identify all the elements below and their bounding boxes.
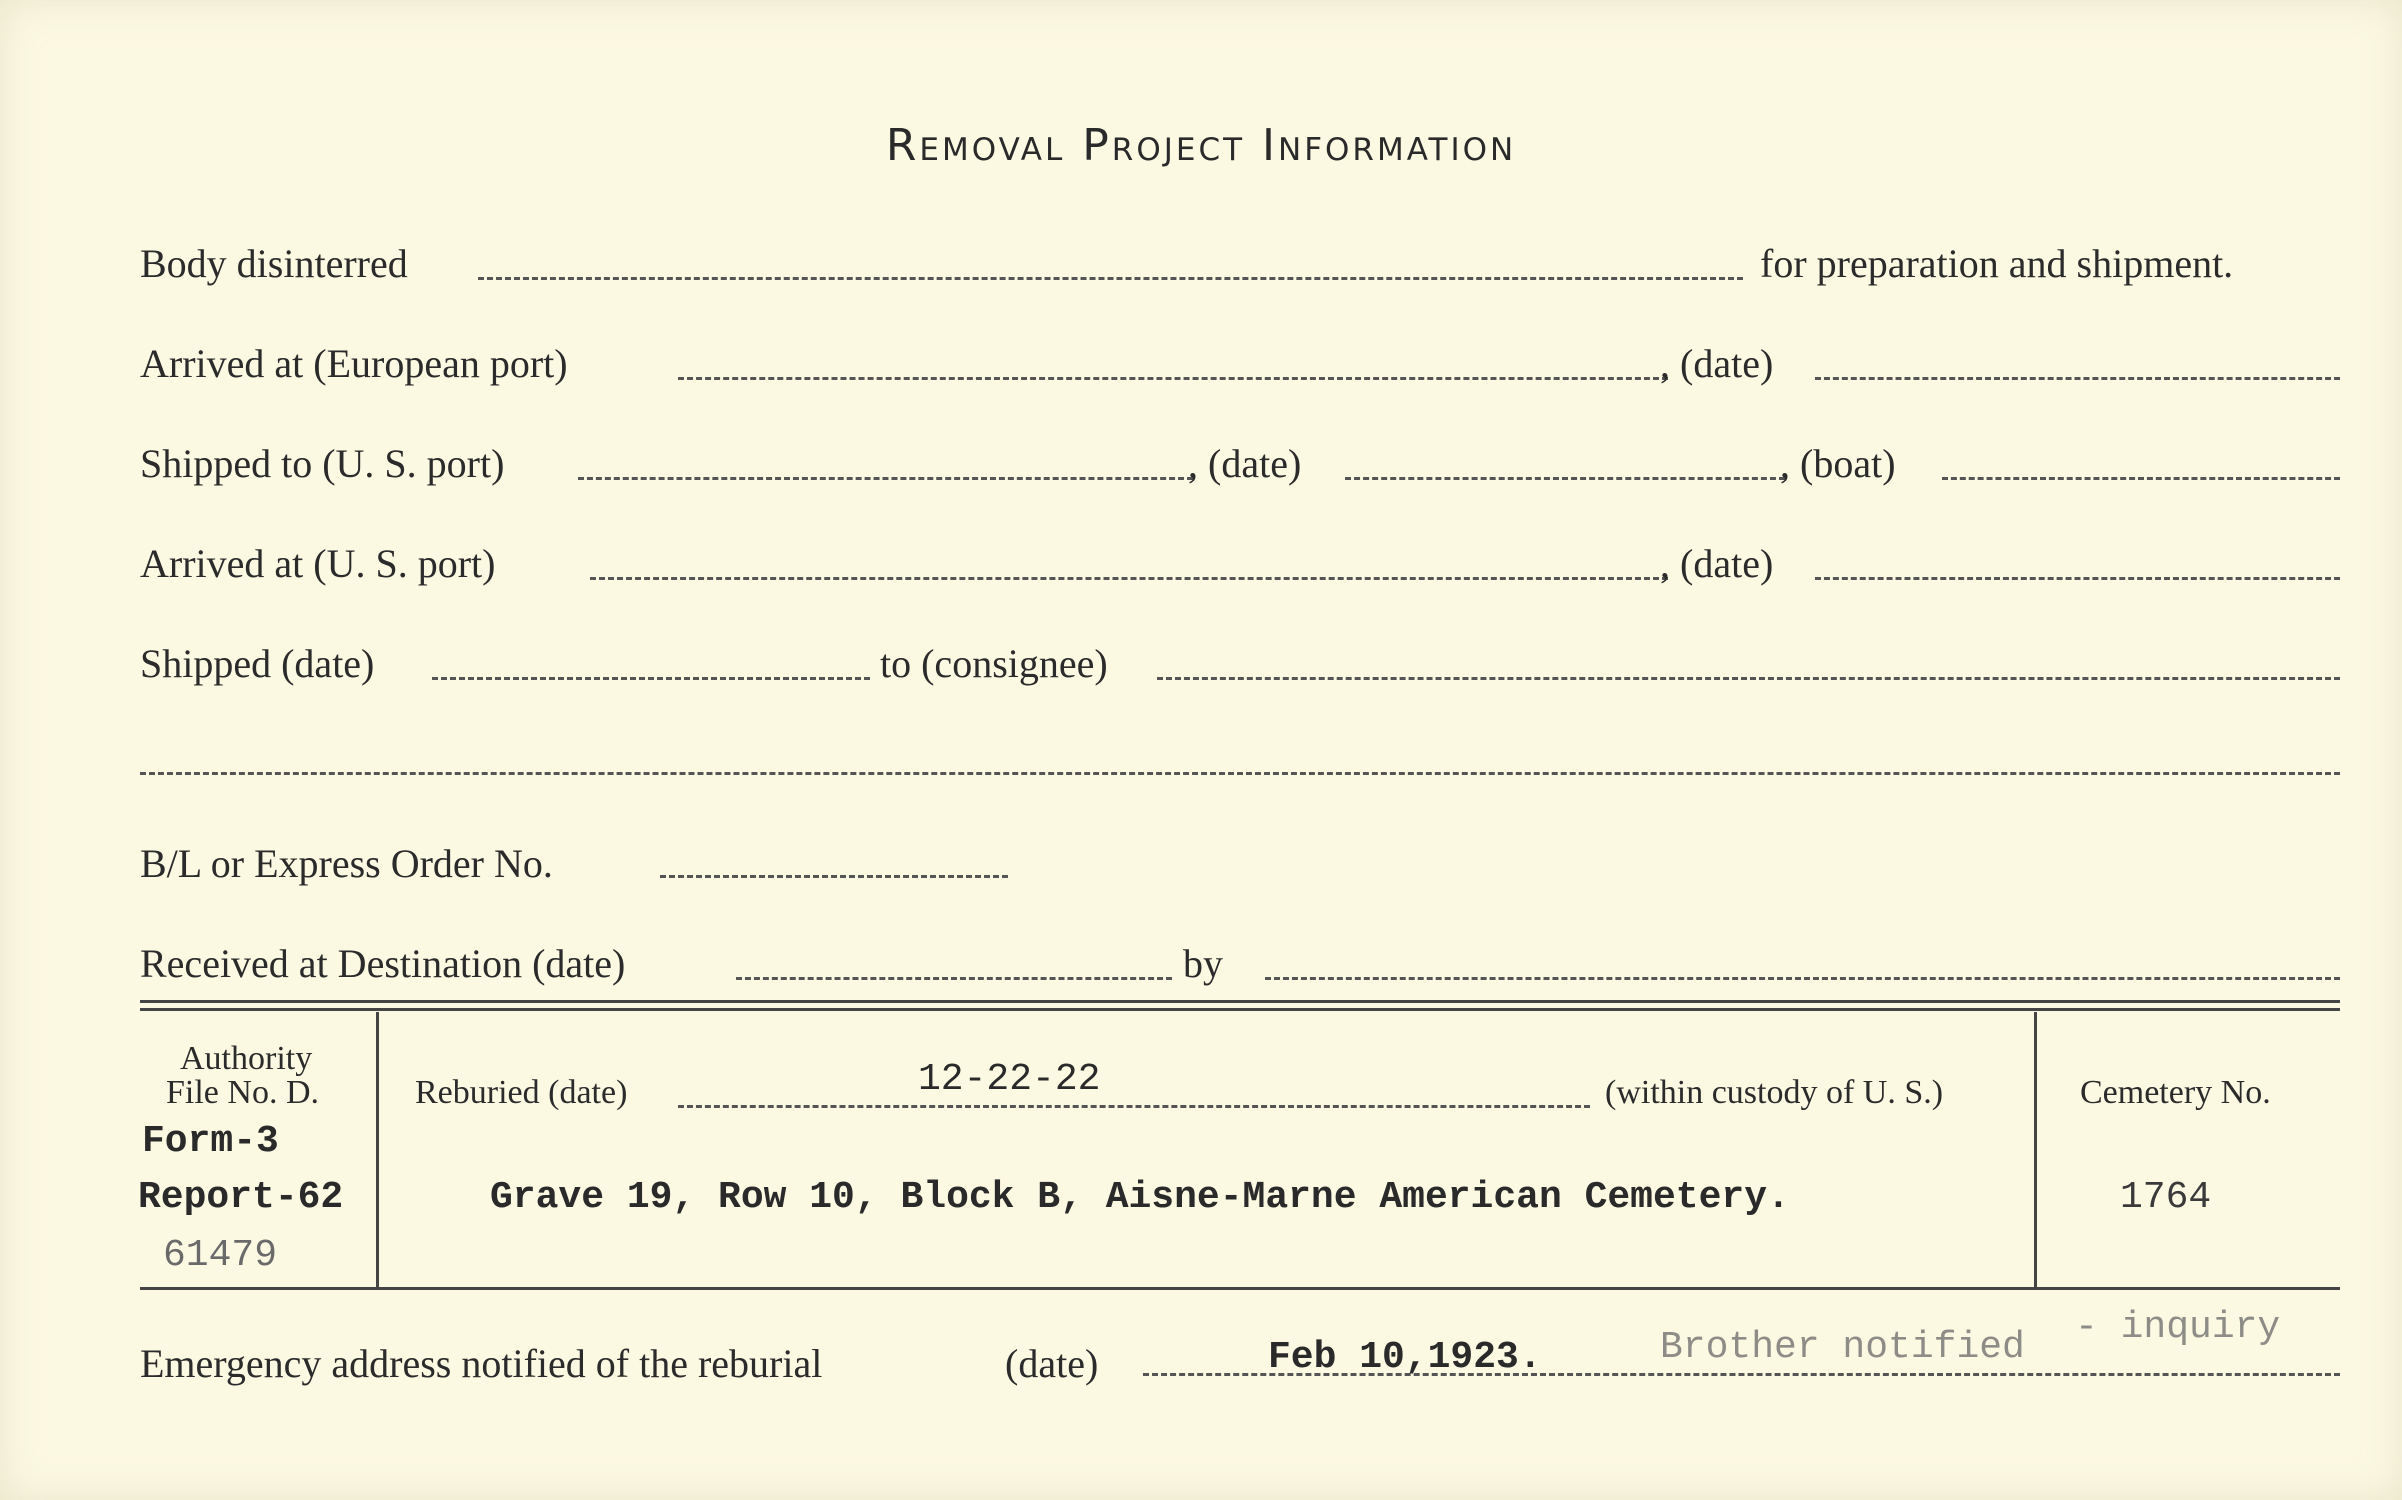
shipped-us-date-line[interactable]: [1345, 477, 1785, 480]
emergency-label: Emergency address notified of the reburial: [140, 1341, 823, 1386]
arrived-us-line[interactable]: [590, 577, 1668, 580]
authority-label: Authority: [180, 1040, 313, 1077]
reburied-label: Reburied (date): [415, 1074, 628, 1111]
authority-form: Form-3: [142, 1120, 279, 1163]
received-date-line[interactable]: [736, 977, 1172, 980]
authority-report: Report-62: [138, 1176, 344, 1219]
bl-order-label: B/L or Express Order No.: [140, 841, 553, 886]
arrived-us-date-label: , (date): [1660, 541, 1774, 586]
shipped-us-label: Shipped to (U. S. port): [140, 441, 505, 486]
custody-label: (within custody of U. S.): [1605, 1074, 1944, 1111]
consignee-line[interactable]: [1157, 677, 2340, 680]
emergency-date-label: (date): [1005, 1341, 1099, 1386]
received-by-line[interactable]: [1265, 977, 2340, 980]
shipped-us-line[interactable]: [578, 477, 1193, 480]
emergency-note: Brother notified: [1660, 1326, 2025, 1369]
arrived-european-date-label: , (date): [1660, 341, 1774, 386]
authority-divider: [376, 1012, 379, 1287]
arrived-european-line[interactable]: [678, 377, 1668, 380]
consignee-continuation-line[interactable]: [140, 772, 2340, 775]
section-rule-bottom: [140, 1287, 2340, 1290]
cemetery-number: 1764: [2120, 1176, 2212, 1219]
grave-location: Grave 19, Row 10, Block B, Aisne-Marne American Cemetery.: [490, 1176, 1790, 1219]
arrived-us-label: Arrived at (U. S. port): [140, 541, 496, 586]
shipped-date-label: Shipped (date): [140, 641, 375, 686]
reburied-date: 12-22-22: [918, 1058, 1101, 1101]
cemetery-divider: [2034, 1012, 2037, 1287]
section-rule-top: [140, 1000, 2340, 1003]
body-disinterred-label: Body disinterred: [140, 241, 408, 286]
bl-order-line[interactable]: [660, 875, 1008, 878]
consignee-label: to (consignee): [880, 641, 1108, 686]
arrived-european-date-line[interactable]: [1815, 377, 2340, 380]
shipped-us-date-label: , (date): [1188, 441, 1302, 486]
received-label: Received at Destination (date): [140, 941, 626, 986]
shipped-us-boat-line[interactable]: [1942, 477, 2340, 480]
shipped-us-boat-label: , (boat): [1780, 441, 1896, 486]
card-title: Removal Project Information: [885, 120, 1517, 171]
authority-file-number: 61479: [163, 1234, 278, 1277]
arrived-european-label: Arrived at (European port): [140, 341, 568, 386]
body-disinterred-line[interactable]: [478, 277, 1743, 280]
reburied-date-line[interactable]: [678, 1105, 1590, 1108]
file-no-label: File No. D.: [166, 1074, 319, 1111]
emergency-note-2: - inquiry: [2075, 1306, 2281, 1349]
emergency-date: Feb 10,1923.: [1268, 1336, 1542, 1379]
shipped-date-line[interactable]: [432, 677, 870, 680]
arrived-us-date-line[interactable]: [1815, 577, 2340, 580]
received-by-label: by: [1183, 941, 1223, 986]
cemetery-label: Cemetery No.: [2080, 1074, 2271, 1111]
body-disinterred-suffix: for preparation and shipment.: [1760, 241, 2234, 286]
section-rule-top-2: [140, 1008, 2340, 1011]
